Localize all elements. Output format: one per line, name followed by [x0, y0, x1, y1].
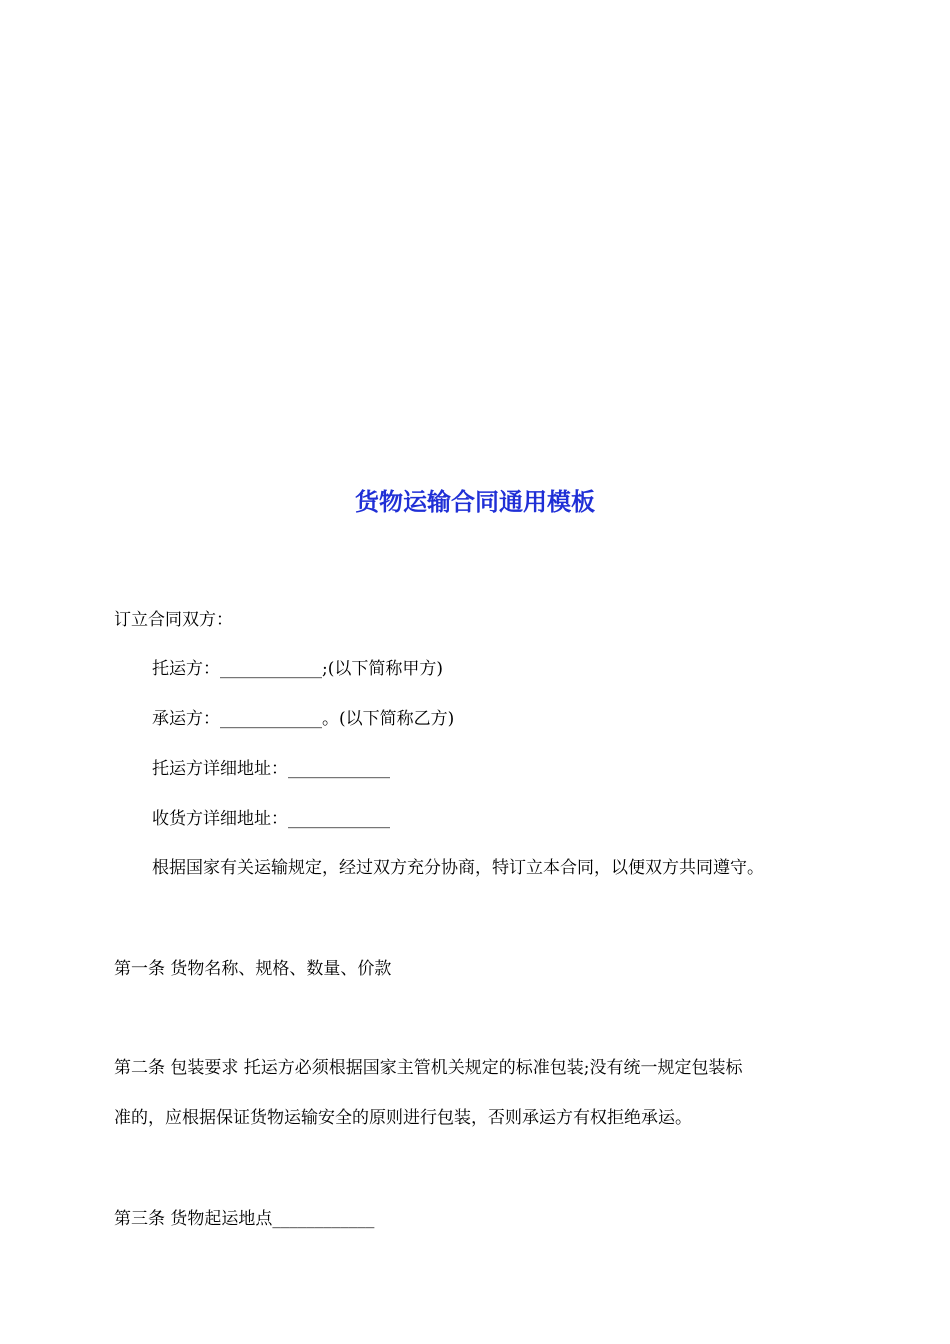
article-3: 第三条 货物起运地点____________ [114, 1209, 375, 1229]
article-1: 第一条 货物名称、规格、数量、价款 [114, 959, 392, 979]
preamble-paragraph: 根据国家有关运输规定，经过双方充分协商，特订立本合同，以便双方共同遵守。 [152, 858, 764, 878]
carrier-line: 承运方：____________。(以下简称乙方) [152, 709, 455, 729]
shipper-address-line: 托运方详细地址：____________ [152, 759, 390, 779]
article-2-line-2: 准的，应根据保证货物运输安全的原则进行包装，否则承运方有权拒绝承运。 [114, 1108, 692, 1128]
consignee-address-line: 收货方详细地址：____________ [152, 809, 390, 829]
article-2-line-1: 第二条 包装要求 托运方必须根据国家主管机关规定的标准包装;没有统一规定包装标 [114, 1058, 743, 1078]
shipper-line: 托运方：____________;(以下简称甲方) [152, 659, 443, 679]
document-title: 货物运输合同通用模板 [355, 487, 595, 516]
parties-heading: 订立合同双方： [114, 610, 233, 630]
